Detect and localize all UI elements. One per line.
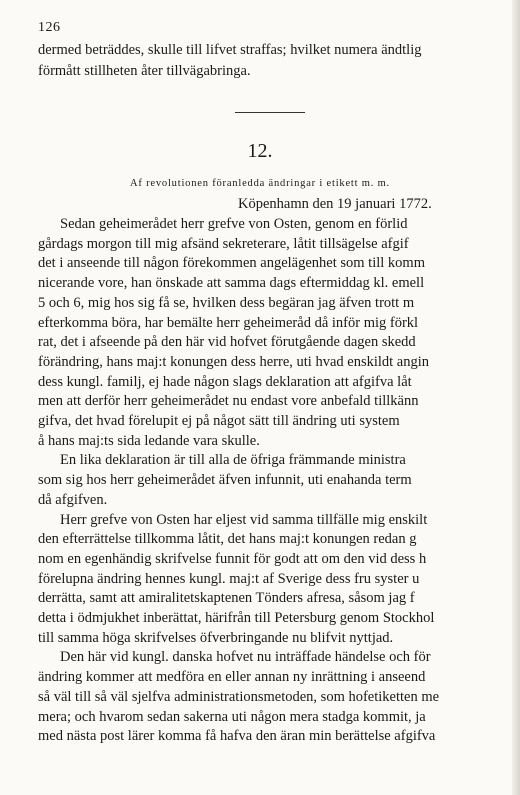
text-line: det i anseende till någon förekommen angelägenhet som till komm <box>38 255 425 272</box>
text-line: derrätta, samt att amiralitetskaptenen Tönders afresa, såsom jag f <box>38 590 415 607</box>
text-line: så väl till så väl sjelfva administrationsmetoden, som hofetiketten me <box>38 688 440 705</box>
text-line: nom en egenhändig skrifvelse funnit för godt att om den vid dess h <box>38 550 427 567</box>
text-line: dermed beträddes, skulle till lifvet straffas; hvilket numera ändtlig <box>38 42 422 58</box>
text-line: förelupna ändring hennes kungl. maj:t af Sverige dess fru syster u <box>38 570 420 587</box>
text-line: förmått stillheten åter tillvägabringa. <box>38 63 251 79</box>
page-gutter-shadow <box>512 0 520 795</box>
letter-body <box>38 215 520 747</box>
page-number: 126 <box>38 20 61 35</box>
text-line: Den här vid kungl. danska hofvet nu inträffade händelse och för <box>60 649 431 666</box>
text-line: den efterrättelse tillkomma låtit, det hans maj:t konungen redan g <box>38 531 417 548</box>
text-line: gårdags morgon till mig afsänd sekreterare, låtit tillsägelse afgif <box>38 235 409 252</box>
text-line: till samma höga skrifvelses öfverbringande nu blifvit nyttjad. <box>38 629 394 646</box>
text-line: förändring, hans maj:t konungen dess herre, uti hvad enskildt angin <box>38 353 430 370</box>
text-line: då afgifven. <box>38 491 108 508</box>
text-line: å hans maj:ts sida ledande vara skulle. <box>38 432 260 449</box>
text-line: efterkomma böra, har bemälte herr geheimeråd då inför mig förkl <box>38 314 419 331</box>
text-line: rat, det i afseende på den här vid hofvet förutgående dagen skedd <box>38 334 416 351</box>
dateline: Köpenhamn den 19 januari 1772. <box>238 196 432 212</box>
text-line: ändring kommer att medföra en eller annan ny inrättning i anseend <box>38 669 426 686</box>
text-line: men att derför herr geheimerådet nu endast vore anbefald tillkänn <box>38 393 419 410</box>
text-line: mera; och hvarom sedan sakerna uti någon mera stadga kommit, ja <box>38 708 426 725</box>
text-line: En lika deklaration är till alla de öfriga främmande ministra <box>60 452 406 469</box>
section-number: 12. <box>247 140 273 162</box>
text-line: nicerande vore, han önskade att samma dags eftermiddag kl. emell <box>38 275 425 292</box>
continued-paragraph <box>38 40 518 82</box>
text-line: dess kungl. familj, ej hade någon slags deklaration att afgifva låt <box>38 373 412 390</box>
text-line: som sig hos herr geheimerådet äfven infunnit, uti enahanda term <box>38 472 412 489</box>
section-subtitle: Af revolutionen föranledda ändringar i etikett m. m. <box>130 178 390 189</box>
text-line: Sedan geheimerådet herr grefve von Osten, genom en förlid <box>60 216 408 232</box>
text-line: Herr grefve von Osten har eljest vid samma tillfälle mig enskilt <box>60 511 428 528</box>
text-line: gifva, det hvad förelupit ej på något sätt till ändring uti system <box>38 413 400 430</box>
text-line: detta i ödmjukhet inberättat, härifrån till Petersburg genom Stockhol <box>38 610 435 627</box>
section-separator <box>235 112 305 113</box>
text-line: med nästa post lärer komma få hafva den äran min berättelse afgifva <box>38 728 436 745</box>
text-line: 5 och 6, mig hos sig få se, hvilken dess begäran jag äfven trott m <box>38 294 415 311</box>
